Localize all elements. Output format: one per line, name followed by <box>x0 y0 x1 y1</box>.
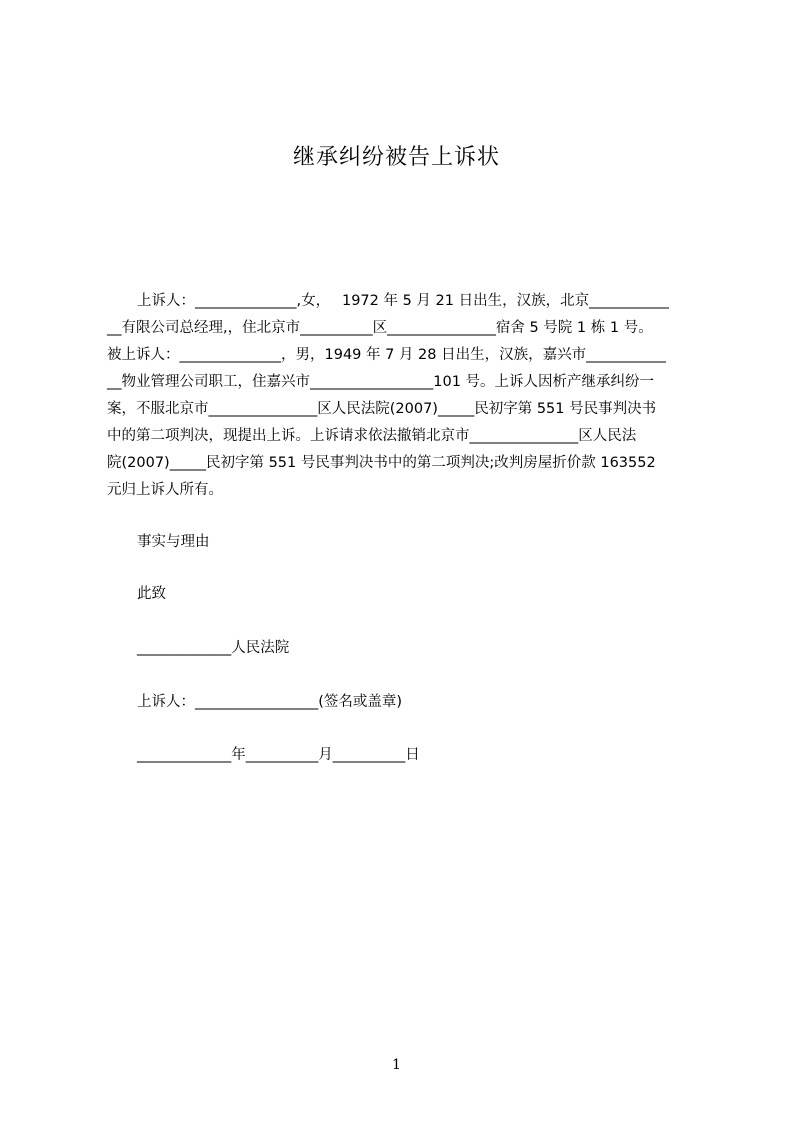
body-line: 上诉人：______________,女， 1972 年 5 月 21 日出生，汉族，北京___________ <box>137 293 669 309</box>
body-line: 元归上诉人所有。 <box>107 482 223 498</box>
body-line: __物业管理公司职工，住嘉兴市_________________101 号。上诉人因析产继承纠纷一 <box>107 374 655 390</box>
date-line: _____________年__________月__________日 <box>137 747 420 763</box>
body-line: 被上诉人：______________，男，1949 年 7 月 28 日出生，汉族，嘉兴市___________ <box>107 347 666 363</box>
page-number: 1 <box>392 1057 401 1073</box>
body-line: 中的第二项判决，现提出上诉。上诉请求依法撤销北京市_______________区人民法 <box>107 428 637 444</box>
document-title: 继承纠纷被告上诉状 <box>292 145 500 170</box>
court-line: _____________人民法院 <box>137 640 290 656</box>
body-line: 院(2007)_____民初字第 551 号民事判决书中的第二项判决;改判房屋折价款 163552 <box>107 455 656 471</box>
body-line: __有限公司总经理,，住北京市__________区_______________宿舍 5 号院 1 栋 1 号。 <box>107 320 653 336</box>
salutation: 此致 <box>137 586 166 602</box>
facts-heading: 事实与理由 <box>137 534 210 550</box>
body-line: 案，不服北京市_______________区人民法院(2007)_____民初字第 551 号民事判决书 <box>107 401 657 417</box>
appellant-signature-line: 上诉人：_________________(签名或盖章) <box>137 694 403 710</box>
